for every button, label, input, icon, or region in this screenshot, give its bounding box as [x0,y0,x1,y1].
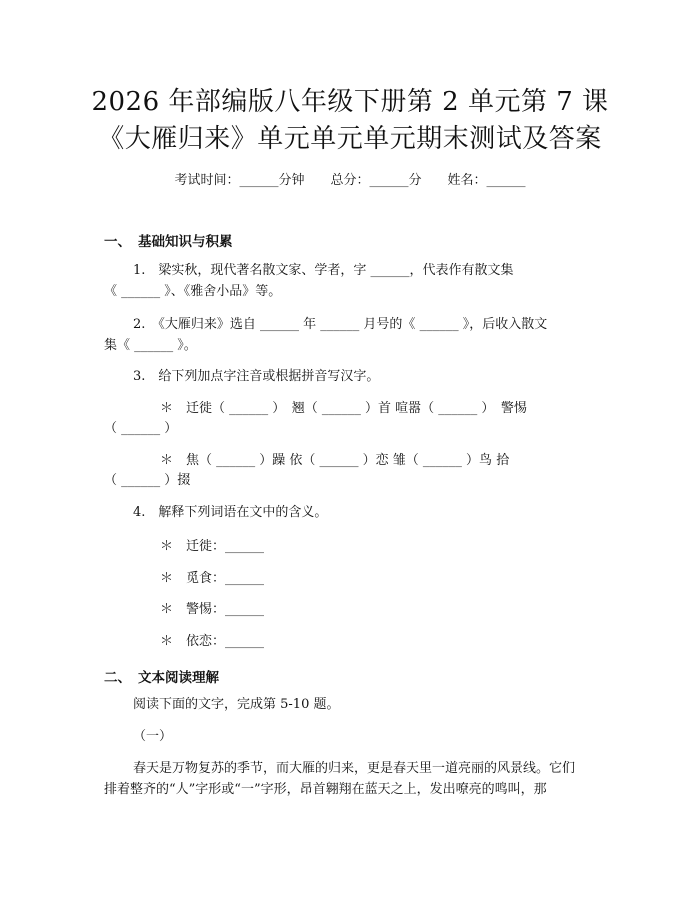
q3-row-2-line-2: （ ______ ）掇 [104,473,191,488]
exam-score: 总分：______分 [330,173,422,188]
q3-text: 3. 给下列加点字注音或根据拼音写汉字。 [133,369,380,384]
section-2-title: 文本阅读理解 [138,670,219,686]
q3-row-1-line-1: ＊ 迁徙（ ______ ） 翘（ ______ ）首 喧嚣（ ______ ） 警惕 [160,401,527,416]
exam-info [0,169,700,188]
q4-item: ＊ 觅食：______ [160,571,265,586]
q2-line-1: 2. 《大雁归来》选自 ______ 年 ______ 月号的《 ______ 》，后收入散文 [133,317,548,332]
section-1-number: 一、 [104,234,131,250]
section-1-title: 基础知识与积累 [138,234,233,250]
title-line-2: 《大雁归来》单元单元单元期末测试及答案 [98,124,602,154]
q2-line-2: 集《 ______ 》。 [104,338,197,353]
q4-text: 4. 解释下列词语在文中的含义。 [133,505,328,520]
section-2-number: 二、 [104,670,131,686]
reading-part-label: （一） [133,729,173,744]
q3-row-2-line-1: ＊ 焦（ ______ ）躁 依（ ______ ）恋 雏（ ______ ）鸟 拾 [160,453,510,468]
exam-name: 姓名：______ [447,173,526,188]
exam-time: 考试时间：______分钟 [174,173,305,188]
section-1-heading [104,230,233,250]
section-2-heading [104,666,219,686]
reading-intro: 阅读下面的文字，完成第 5-10 题。 [133,697,340,712]
q1-line-1: 1. 梁实秋，现代著名散文家、学者，字 ______，代表作有散文集 [133,263,514,278]
title-line-1: 2026 年部编版八年级下册第 2 单元第 7 课 [91,87,609,117]
q3-row-1-line-2: （ ______ ） [104,421,178,436]
q4-item: ＊ 迁徙：______ [160,539,265,554]
q1-line-2: 《 ______ 》、《雅舍小品》等。 [104,284,282,299]
reading-paragraph-line-1: 春天是万物复苏的季节，而大雁的归来，更是春天里一道亮丽的风景线。它们 [133,761,576,776]
q4-item: ＊ 警惕：______ [160,602,265,617]
reading-paragraph-line-2: 排着整齐的“人”字形或“一”字形，昂首翱翔在蓝天之上，发出嘹亮的鸣叫，那 [104,782,547,797]
q4-item: ＊ 依恋：______ [160,634,265,649]
